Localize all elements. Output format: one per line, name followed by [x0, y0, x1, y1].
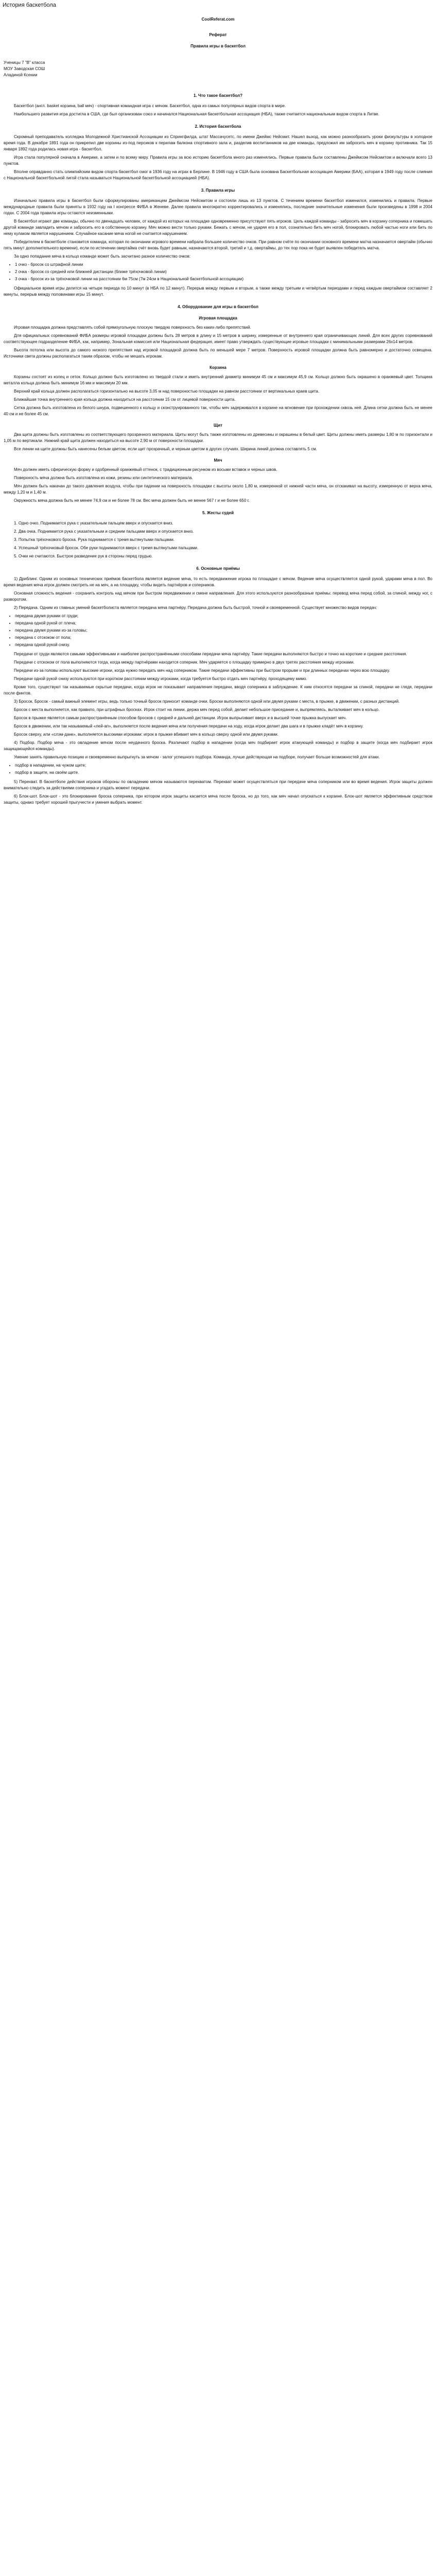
- paragraph: Игровая площадка должна представлять собой прямоугольную плоскую твердую поверхность без каких-либо препятствий.: [14, 325, 251, 330]
- paragraph: Ближайшая точка внутреннего края кольца должна находиться на расстоянии 15 см от лицевой поверхности щита.: [14, 397, 236, 402]
- paragraph: Бросок в движении, или так называемый «лей-ап», выполняется после ведения мяча или получения передачи на ходу, когда игрок делает два шага и в прыжке кладёт мяч в корзину.: [14, 724, 364, 728]
- paragraph: Передачи с отскоком от пола выполняются тогда, когда между партнёрами находится соперник. Мяч ударяется о площадку примерно в двух третях расстояния между игроками.: [14, 660, 355, 665]
- paragraph: Сетка должна быть изготовлена из белого шнура, подвешенного к кольцу и сконструированного так, чтобы мяч задерживался в корзине на мгновение при прохождении сквозь неё. Длина сетки должна быть не менее 40 см и не более 45 см.: [4, 405, 432, 416]
- subsection-heading: Корзина: [210, 365, 226, 370]
- paragraph: Все линии на щите должны быть нанесены белым цветом, если щит прозрачный, и черным цветом в других случаях. Ширина линий должна составлять 5 см.: [14, 447, 317, 451]
- paragraph: 6) Блок-шот. Блок-шот - это блокирование броска соперника, при котором игрок защиты касается мяча после броска, но до того, как мяч начал опускаться к корзине. Блок-шот является эффективным средством защиты, однако требует хорошей прыгучести и умения выбрать момент.: [4, 794, 432, 805]
- subsection-heading: 5. Жесты судей: [202, 511, 234, 515]
- paragraph: 5. Очки не считаются. Быстрое разведение рук в стороны перед грудью.: [14, 554, 153, 558]
- list-item: • подбор в защите, на своём щите.: [15, 770, 432, 776]
- paragraph: 4. Успешный трёхочковый бросок. Обе руки поднимаются вверх с тремя вытянутыми пальцами.: [14, 546, 199, 550]
- section-heading: 4. Оборудование для игры в баскетбол: [178, 304, 258, 309]
- paragraph: Высота потолка или высота до самого низкого препятствия над игровой площадкой должна быть по меньшей мере 7 метров. Поверхность игровой площадки должна быть равномерно и достаточно освещена. Источники света должны располагаться таким образом, чтобы не мешать игрокам.: [4, 348, 432, 359]
- list-item: • 1 очко - бросок со штрафной линии: [15, 262, 432, 268]
- paragraph: 2) Передача. Одним из главных умений баскетболиста является передача мяча партнёру. Передача должна быть быстрой, точной и своевременной. Существует множество видов передач:: [14, 605, 377, 610]
- paragraph: Кроме того, существуют так называемые скрытые передачи, когда игрок не показывает направления передачи, вводя соперника в заблуждение. К ним относятся передачи за спиной, передачи не глядя, передачи после финтов.: [4, 685, 432, 696]
- author-class: Ученицы 7 "В" класса: [4, 60, 45, 65]
- list-item: • подбор в нападении, на чужом щите;: [15, 762, 432, 769]
- sections: [4, 93, 432, 310]
- section-heading: 3. Правила игры: [201, 188, 235, 193]
- paragraph: Верхний край кольца должен располагаться горизонтально на высоте 3,05 м над поверхностью площадки на равном расстоянии от вертикальных краев щита.: [14, 389, 320, 394]
- paragraph: Бросок в прыжке является самым распространённым способом бросков с средней и дальней дистанции. Игрок выпрыгивает вверх и в высшей точке прыжка выпускает мяч.: [14, 716, 347, 720]
- paragraph: Передачи одной рукой снизу используются при коротком расстоянии между игроками, когда требуется быстро отдать мяч партнёру, проходящему мимо.: [14, 676, 307, 681]
- list-item: • передача с отскоком от пола;: [15, 635, 432, 641]
- subsection-heading: Мяч: [214, 458, 222, 463]
- paragraph: Скромный преподаватель колледжа Молодежной Христианской Ассоциации из Спрингфилда, штат Массачусетс, по имени Джеймс Нейсмит. Нашел выход, как можно разнообразить уроки физкультуры в холодное время года. В декабре 1891 года он прикрепил две корзины из-под персиков к перилам балкона спортивного зала и, разделив воспитанников на две команды, предложил им забросить мяч в корзину противника. Так 15 января 1892 года родилась новая игра - баскетбол.: [4, 134, 432, 151]
- paragraph: Передачи от груди являются самыми эффективными и наиболее распространёнными способами передачи мяча партнёру. Такие передачи выполняются быстро и точно на короткие и средние расстояния.: [14, 652, 407, 656]
- paragraph: Изначально правила игры в баскетбол были сформулированы американцем Джеймсом Нейсмитом и состояли лишь из 13 пунктов. С течением времени баскетбол изменился, изменились и правила. Первые международные правила были приняты в 1932 году на I конгрессе ФИБА в Женеве. Далее правила многократно корректировались и изменялись, последние значительные изменения были произведены в 1998 и 2004 годах. С 2004 года правила игры остаются неизменными.: [4, 198, 432, 215]
- author-school: МОУ Заводская СОШ: [4, 66, 45, 71]
- paragraph: Поверхность мяча должна быть изготовлена из кожи, резины или синтетического материала.: [14, 476, 193, 480]
- paragraph: 3. Попытка трёхочкового броска. Рука поднимается с тремя вытянутыми пальцами.: [14, 537, 175, 542]
- paragraph: Мяч должен быть накачан до такого давления воздуха, чтобы при падении на поверхность площадки с высоты около 1,80 м, измеренной от нижней части мяча, он отскакивал на высоту, измеренную от верха мяча, между 1,20 м и 1,40 м.: [4, 484, 432, 495]
- paragraph: Бросок с места выполняется, как правило, при штрафных бросках. Игрок стоит на линии, держа мяч перед собой, делает небольшое приседание и, выпрямляясь, выталкивает мяч в кольцо.: [14, 707, 380, 712]
- bullet-list: [4, 762, 432, 776]
- page-title: История баскетбола: [3, 2, 56, 8]
- paragraph: Наибольшего развития игра достигла в США, где был организован союз и начинался Национальная баскетбольная ассоциация (НБА), также считается национальным видом спорта в Литве.: [14, 112, 379, 116]
- bullet-list: [4, 262, 432, 282]
- site-header[interactable]: CoolReferat.com: [201, 17, 235, 22]
- paragraph: Основная сложность ведения - сохранить контроль над мячом при быстром передвижении и смене направления. Для этого используются разнообразные приёмы: перевод мяча перед собой, за спиной, между ног, с разворотом.: [4, 591, 432, 602]
- paragraph: Два щита должны быть изготовлены из соответствующего прозрачного материала. Щиты могут быть также изготовлены из древесины и окрашены в белый цвет. Щиты должны иметь размеры 1,80 м по горизонтали и 1,05 м по вертикали. Нижний край щита должен находиться на высоте 2,90 м от поверхности площадки.: [4, 432, 432, 443]
- subsection-heading: 6. Основные приёмы: [196, 566, 240, 571]
- document-body: [0, 16, 436, 806]
- subsection-heading: Игровая площадка: [199, 316, 237, 320]
- list-item: • передача двумя руками от груди;: [15, 613, 432, 619]
- paragraph: Окружность мяча должна быть не менее 74,9 см и не более 78 см. Вес мяча должен быть не менее 567 г и не более 650 г.: [14, 498, 250, 503]
- paragraph: Корзины состоят из колец и сеток. Кольцо должно быть изготовлено из твердой стали и иметь внутренний диаметр минимум 45 см и максимум 45,9 см. Кольцо должно быть окрашено в оранжевый цвет. Толщина металла кольца должна быть минимум 16 мм и максимум 20 мм.: [4, 375, 432, 385]
- paragraph: Мяч должен иметь сферическую форму и одобренный оранжевый оттенок, с традиционным рисунком из восьми вставок и черных швов.: [14, 467, 277, 472]
- list-item: • 3 очка - бросок из-за трёхочковой линии на расстоянии 6м 75см (7м 24см в Национальной баскетбольной ассоциации): [15, 276, 432, 282]
- subsection-heading: Щит: [214, 423, 222, 428]
- list-item: • передача одной рукой снизу.: [15, 642, 432, 648]
- author-name: Аладиной Ксении: [4, 73, 38, 77]
- section-heading: 1. Что такое баскетбол?: [194, 93, 242, 98]
- paragraph: 5) Перехват. В баскетболе действия игроков обороны по овладению мячом называются перехватом. Перехват может осуществляться при передаче мяча соперником или во время ведения. Игрок защиты должен внимательно следить за действиями соперника и угадать момент передачи.: [4, 779, 432, 790]
- page: [0, 0, 436, 828]
- paragraph: Умение занять правильную позицию и своевременно выпрыгнуть за мячом - залог успешного подбора. Команда, лучше действующая на подборе, получает больше возможностей для атаки.: [14, 755, 380, 759]
- paragraph: 3) Бросок. Бросок - самый важный элемент игры, ведь только точный бросок приносит команде очки. Броски выполняются одной или двумя руками с места, в прыжке, в движении, с разных дистанций.: [14, 699, 400, 704]
- paragraph: 1. Одно очко. Поднимается рука с указательным пальцем вверх и опускается вниз.: [14, 521, 173, 526]
- list-item: • передача двумя руками из-за головы;: [15, 628, 432, 634]
- list-item: • 2 очка - бросок со средней или ближней дистанции (ближе трёхочковой линии): [15, 269, 432, 275]
- doc-subject: Правила игры в баскетбол: [190, 44, 246, 48]
- paragraph: 4) Подбор. Подбор мяча - это овладение мячом после неудачного броска. Различают подбор в нападении (когда мяч подбирает игрок атакующей команды) и подбор в защите (когда мяч подбирает игрок защищающейся команды).: [4, 740, 432, 751]
- list-item: • передача одной рукой от плеча;: [15, 620, 432, 626]
- paragraph: Победителем в баскетболе становится команда, которая по окончании игрового времени набрала большее количество очков. При равном счёте по окончании основного времени матча назначается овертайм (обычно пять минут дополнительного времени), если по истечении овертайма счёт вновь будет равным, назначаются второй, третий и т.д. овертаймы, до тех пор пока не будет выявлен победитель матча.: [4, 240, 432, 250]
- author-info: [4, 60, 432, 78]
- paragraph: Передачи из-за головы используют высокие игроки, когда нужно передать мяч над соперником. Такие передачи эффективны при быстром прорыве и при длинных передачах через всю площадку.: [14, 668, 390, 673]
- bullet-list: [4, 613, 432, 648]
- section-heading: 2. История баскетбола: [195, 124, 241, 129]
- equipment-sections: [4, 315, 432, 806]
- paragraph: В баскетбол играют две команды, обычно по двенадцать человек, от каждой из которых на площадке одновременно присутствуют пять игроков. Цель каждой команды - забросить мяч в корзину соперника и помешать другой команде завладеть мячом и забросить его в собственную корзину. Мяч можно вести только руками. Бежать с мячом, не ударяя его в пол, сознательно бить мяч ногой, блокировать любой частью ноги или бить по нему кулаком является нарушением. Случайное касание мяча ногой не считается нарушением.: [4, 219, 432, 236]
- paragraph: 2. Два очка. Поднимается рука с указательным и средним пальцами вверх и опускается вниз.: [14, 529, 194, 534]
- doc-type: Реферат: [209, 32, 227, 37]
- paragraph: Баскетбол (англ. basket корзина, ball мяч) - спортивная командная игра с мячом. Баскетбол, одна из самых популярных видов спорта в мире.: [14, 104, 286, 108]
- paragraph: Игра стала популярной сначала в Америке, а затем и по всему миру. Правила игры за всю историю баскетбола много раз изменялись. Первые правила были составлены Джеймсом Нейсмитом и включали всего 13 пунктов.: [4, 155, 432, 166]
- paragraph: 1) Дриблинг. Одним из основных технических приёмов баскетбола является ведение мяча, то есть передвижение игрока по площадке с мячом. Ведение мяча осуществляется одной рукой, ударами мяча в пол. Во время ведения мяча игрок должен смотреть не на мяч, а на площадку, чтобы видеть партнёров и соперников.: [4, 577, 432, 587]
- paragraph: Официальное время игры делится на четыре периода по 10 минут (в НБА по 12 минут). Перерыв между первым и вторым, а также между третьим и четвёртым периодами и перед каждым овертаймом составляет 2 минуты, перерыв между половинами игры 15 минут.: [4, 286, 432, 297]
- paragraph: Вполне оправданно стать олимпийским видом спорта баскетбол смог в 1936 году на играх в Берлине. В 1946 году в США была основана Баскетбольная ассоциация Америки (БАА), которая в 1949 году после слияния с Национальной баскетбольной лигой стала называться Национальной баскетбольной ассоциацией (НБА).: [4, 170, 432, 180]
- paragraph: Для официальных соревнований ФИБА размеры игровой площадки должны быть 28 метров в длину и 15 метров в ширину, измеренные от внутреннего края ограничивающих линий. Для всех других соревнований соответствующее подразделение ФИБА, как, например, Зональная комиссия или Национальная федерация, имеет право утверждать существующие игровые площадки с минимальными размерами 26х14 метров.: [4, 333, 432, 344]
- paragraph: Бросок сверху, или «слэм-данк», выполняется высокими игроками: игрок в прыжке вбивает мяч в кольцо сверху одной или двумя руками.: [14, 732, 278, 737]
- paragraph: За одно попадание мяча в кольцо команде может быть засчитано разное количество очков:: [14, 254, 191, 259]
